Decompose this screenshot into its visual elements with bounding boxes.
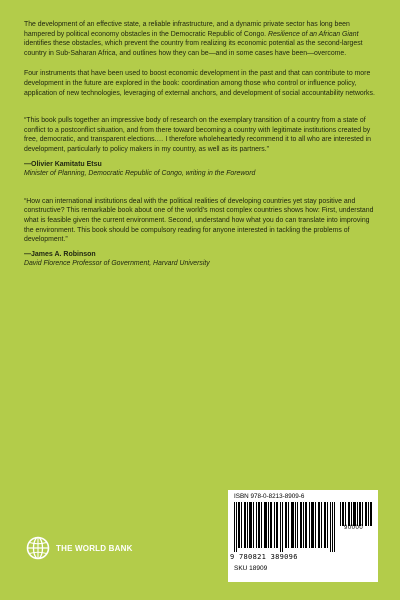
intro-text-b: identifies these obstacles, which prevent the country from realizing its economic potential as the second-largest country in Sub-Saharan Africa, and outlines how they can be—and in some cases have been—overcome. xyxy=(24,40,363,57)
endorsement-author: —James A. Robinson xyxy=(24,250,96,258)
endorsement-quote: “How can international institutions deal with the political realities of developing countries yet stay positive and constructive? This remarkable book about one of the world’s most complex countries shows how: First, understand what is feasible given the current environment. Second, understand how what you do can translate into improving the environment. This book should be compulsory reading for anyone interested in tackling the problems of development.” xyxy=(24,197,374,244)
endorsement-quote: “This book pulls together an impressive body of research on the exemplary transition of a country from a state of conflict to a postconflict situation, and from there toward becoming a country with legitimate institutions created by free, democratic, and transparent elections.… I therefore wholeheartedly recommend it to all who are interested in development, particularly to policy makers in my country, as well as its partners.” xyxy=(24,117,372,153)
barcode-box xyxy=(228,490,378,582)
book-title-italic: Resilience of an African Giant xyxy=(267,30,359,38)
price-barcode xyxy=(340,502,372,526)
isbn-barcode xyxy=(234,502,336,552)
world-bank-logo xyxy=(26,536,133,560)
publisher-name: THE WORLD BANK xyxy=(56,543,133,553)
world-bank-globe-icon xyxy=(26,536,50,560)
intro-text-a: The development of an effective state, a reliable infrastructure, and a dynamic private sector has long been hampered by political economy obstacles in the Democratic Republic of Congo. xyxy=(24,21,350,38)
intro-paragraph-2: Four instruments that have been used to boost economic development in the past and that can contribute to more development in the future are explored in the book: coordination among those who control or influence policy, application of new technologies, leveraging of external anchors, and development of social accountability networks. xyxy=(24,70,375,97)
endorsement-role: Minister of Planning, Democratic Republic of Congo, writing in the Foreword xyxy=(24,170,256,178)
isbn-label: ISBN 978-0-8213-8909-6 xyxy=(234,493,305,500)
barcode-number: 9 780821 389096 xyxy=(230,553,298,561)
price-code: 90000 xyxy=(344,525,364,531)
intro-paragraph-1 xyxy=(24,20,376,58)
endorsement-author: —Olivier Kamitatu Etsu xyxy=(24,160,102,168)
back-cover-text xyxy=(24,20,376,269)
endorsement-1 xyxy=(24,116,376,179)
endorsement-role: David Florence Professor of Government, Harvard University xyxy=(24,260,210,268)
sku-label: SKU 18909 xyxy=(234,565,268,572)
endorsement-2 xyxy=(24,197,376,269)
